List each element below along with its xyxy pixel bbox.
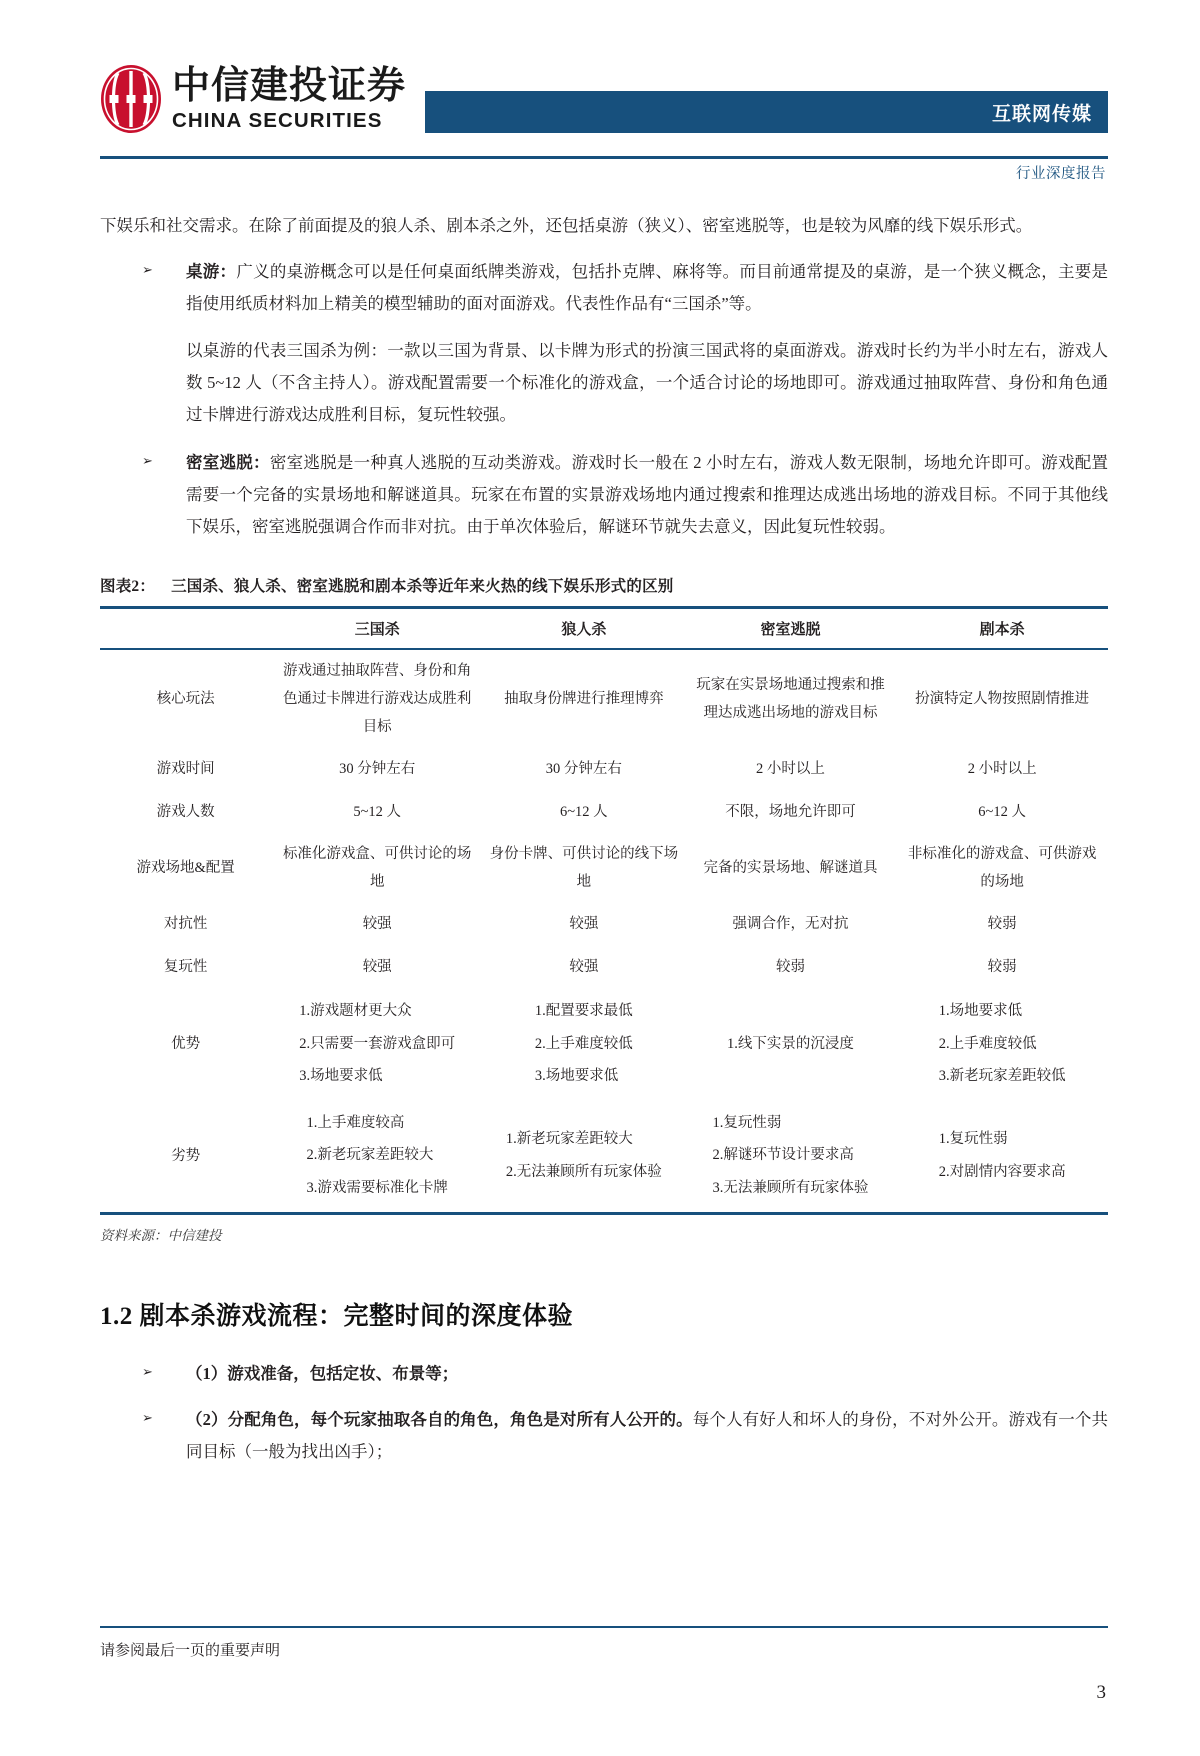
row-label: 游戏人数: [156, 803, 215, 820]
bullet-description: 广义的桌游概念可以是任何桌面纸牌类游戏，包括扑克牌、麻将等。而目前通常提及的桌游，是一个狭义概念，主要是指使用纸质材料加上精美的模型辅助的面对面游戏。代表性作品有“三国杀”等。: [186, 262, 1109, 314]
row-label: 复玩性: [163, 958, 208, 975]
header-sector-band: [425, 91, 1108, 133]
table-cell: [483, 988, 685, 1100]
row-label: 劣势: [100, 1100, 271, 1213]
table-cell: 较弱: [987, 916, 1017, 933]
company-logo: [100, 64, 406, 134]
footer-disclaimer: 请参阅最后一页的重要声明: [100, 1643, 281, 1659]
section-bullet-2: [100, 1404, 1108, 1468]
list-item: 1.复玩性弱: [712, 1114, 782, 1131]
bullet-text: [186, 256, 1108, 320]
exhibit-source: 资料来源：中信建投: [100, 1227, 222, 1243]
table-cell: [685, 1100, 897, 1213]
table-col-header-blank: [100, 607, 271, 649]
list-item: 2.只需要一套游戏盒即可: [299, 1035, 456, 1052]
table-cell: 身份卡牌、可供讨论的线下场地: [489, 845, 679, 891]
list-item: 1.配置要求最低: [534, 1002, 633, 1019]
table-cell: [271, 988, 483, 1100]
bullet-bold-part: （1）游戏准备，包括定妆、布景等；: [186, 1363, 459, 1383]
logo-english-name: CHINA SECURITIES: [172, 108, 383, 132]
table-cell: 强调合作，无对抗: [732, 916, 849, 933]
list-item: 2.解谜环节设计要求高: [712, 1147, 854, 1164]
bullet-text: [186, 1404, 1108, 1468]
table-cell: [483, 1100, 685, 1213]
list-item: 3.游戏需要标准化卡牌: [306, 1180, 448, 1197]
list-item: 1.复玩性弱: [938, 1131, 1008, 1148]
table-cell: [896, 1100, 1108, 1213]
table-cell: 6~12 人: [978, 803, 1027, 820]
table-cell: 不限，场地允许即可: [725, 803, 856, 820]
header-sector-label: 互联网传媒: [991, 103, 1092, 125]
disadvantage-list: [506, 1123, 662, 1188]
table-col-header-escaperoom: 密室逃脱: [685, 607, 897, 649]
logo-wordmark: [172, 64, 407, 132]
section-body: [100, 1358, 1108, 1469]
page-number: 3: [1096, 1682, 1106, 1703]
list-item: 3.新老玩家差距较低: [938, 1068, 1066, 1085]
document-body: [100, 210, 1108, 544]
disadvantage-list: [939, 1123, 1066, 1188]
list-item: 2.新老玩家差距较大: [306, 1147, 434, 1164]
table-row: [100, 903, 1108, 945]
row-label: 对抗性: [163, 916, 208, 933]
row-label: 优势: [171, 1035, 201, 1052]
bullet-description: 密室逃脱是一种真人逃脱的互动类游戏。游戏时长一般在 2 小时左右，游戏人数无限制，场地允许即可。游戏配置需要一个完备的实景场地和解谜道具。玩家在布置的实景游戏场地内通过搜索和推理达成逃出场地的游戏目标。不同于其他线下娱乐，密室逃脱强调合作而非对抗。由于单次体验后，解谜环节就失去意义，因此复玩性较弱。: [186, 453, 1109, 537]
table-row: [100, 833, 1108, 904]
list-item: 1.新老玩家差距较大: [505, 1131, 633, 1148]
exhibit-title-text: 三国杀、狼人杀、密室逃脱和剧本杀等近年来火热的线下娱乐形式的区别: [171, 577, 674, 595]
table-row: [100, 1100, 1108, 1213]
table-cell: 扮演特定人物按照剧情推进: [915, 690, 1090, 707]
document-page: [0, 58, 1200, 1756]
footer-divider: [100, 1626, 1108, 1628]
bullet-bold-part: （2）分配角色，每个玩家抽取各自的角色，角色是对所有人公开的。: [186, 1409, 693, 1429]
table-header-row: [100, 607, 1108, 649]
bullet-term: 密室逃脱：: [186, 453, 270, 473]
exhibit-number: 图表2：: [100, 577, 156, 595]
list-item: 2.上手难度较低: [534, 1035, 633, 1052]
bullet-rest: 每个人有好人和坏人的身份，不对外公开。游戏有一个共同目标（一般为找出凶手）；: [186, 1409, 1109, 1462]
table-cell: 非标准化的游戏盒、可供游戏的场地: [907, 845, 1097, 891]
bullet-arrow-icon: ➢: [142, 1410, 153, 1426]
exhibit-caption: [100, 574, 1108, 596]
table-cell: [271, 1100, 483, 1213]
table-cell: 较强: [362, 958, 392, 975]
exhibit-block: [100, 574, 1108, 1244]
table-row: [100, 946, 1108, 988]
china-securities-logo-icon: [100, 64, 162, 134]
table-cell: 玩家在实景场地通过搜索和推理达成逃出场地的游戏目标: [696, 676, 885, 721]
list-item: 1.游戏题材更大众: [299, 1002, 412, 1019]
advantage-list: [727, 1028, 854, 1061]
bullet-arrow-icon: ➢: [142, 1364, 153, 1380]
section-bullet-1: [100, 1358, 1108, 1390]
bullet-text: [186, 1358, 1108, 1390]
table-cell: 较弱: [987, 958, 1017, 975]
table-row: [100, 791, 1108, 833]
row-label: 游戏时间: [156, 761, 215, 778]
table-cell: 30 分钟左右: [339, 761, 416, 778]
bullet-text: [186, 447, 1108, 544]
example-paragraph: 以桌游的代表三国杀为例：一款以三国为背景、以卡牌为形式的扮演三国武将的桌面游戏。游戏时长约为半小时左右，游戏人数 5~12 人（不含主持人）。游戏配置需要一个标准化的游戏盒，一个适合讨论的场地即可。游戏通过抽取阵营、身份和角色通过卡牌进行游戏达成胜利目标，复玩性较强。: [186, 340, 1108, 424]
bullet-arrow-icon: ➢: [142, 454, 153, 470]
table-row: [100, 649, 1108, 749]
disadvantage-list: [713, 1107, 869, 1205]
list-item: 1.上手难度较高: [306, 1114, 405, 1131]
list-item: 1.场地要求低: [938, 1002, 1023, 1019]
table-row: [100, 748, 1108, 790]
table-cell: 6~12 人: [559, 803, 608, 820]
comparison-table: [100, 606, 1108, 1215]
table-cell: 标准化游戏盒、可供讨论的场地: [282, 845, 472, 891]
section-heading-1-2: 1.2 剧本杀游戏流程：完整时间的深度体验: [100, 1302, 574, 1330]
table-cell: 2 小时以上: [967, 761, 1037, 778]
bullet-item-boardgame: [100, 256, 1108, 320]
advantage-list: [939, 995, 1066, 1093]
list-item: 3.场地要求低: [299, 1068, 383, 1085]
table-cell: 游戏通过抽取阵营、身份和角色通过卡牌进行游戏达成胜利目标: [282, 662, 472, 736]
list-item: 2.上手难度较低: [938, 1035, 1037, 1052]
list-item: 2.对剧情内容要求高: [938, 1163, 1066, 1180]
page-header: [100, 58, 1108, 182]
header-divider: [100, 156, 1108, 159]
report-type-label: 行业深度报告: [1016, 166, 1106, 182]
table-cell: 完备的实景场地、解谜道具: [703, 860, 878, 876]
table-col-header-sanguosha: 三国杀: [271, 607, 483, 649]
disadvantage-list: [307, 1107, 448, 1205]
advantage-list: [535, 995, 633, 1093]
table-row: [100, 988, 1108, 1100]
table-cell: 抽取身份牌进行推理博弈: [504, 690, 664, 707]
table-cell: [896, 988, 1108, 1100]
list-item: 2.无法兼顾所有玩家体验: [505, 1163, 662, 1180]
table-cell: [685, 988, 897, 1100]
table-cell: 较强: [569, 916, 599, 933]
intro-paragraph: 下娱乐和社交需求。在除了前面提及的狼人杀、剧本杀之外，还包括桌游（狭义）、密室逃脱等，也是较为风靡的线下娱乐形式。: [100, 216, 1033, 235]
table-cell: 5~12 人: [353, 803, 402, 820]
advantage-list: [299, 995, 455, 1093]
list-item: 3.无法兼顾所有玩家体验: [712, 1180, 869, 1197]
table-cell: 较弱: [775, 958, 805, 975]
table-cell: 较强: [362, 916, 392, 933]
table-col-header-jubensha: 剧本杀: [896, 607, 1108, 649]
table-col-header-werewolf: 狼人杀: [483, 607, 685, 649]
list-item: 1.线下实景的沉浸度: [727, 1035, 854, 1052]
list-item: 3.场地要求低: [534, 1068, 619, 1085]
bullet-arrow-icon: ➢: [142, 263, 153, 279]
logo-chinese-name: 中信建投证券: [172, 64, 407, 107]
table-cell: 2 小时以上: [756, 761, 825, 778]
table-cell: 较强: [569, 958, 599, 975]
row-label: 核心玩法: [156, 690, 215, 707]
bullet-term: 桌游：: [186, 262, 237, 282]
table-cell: 30 分钟左右: [545, 761, 622, 778]
bullet-item-escaperoom: [100, 447, 1108, 544]
row-label: 游戏场地&配置: [136, 860, 235, 876]
